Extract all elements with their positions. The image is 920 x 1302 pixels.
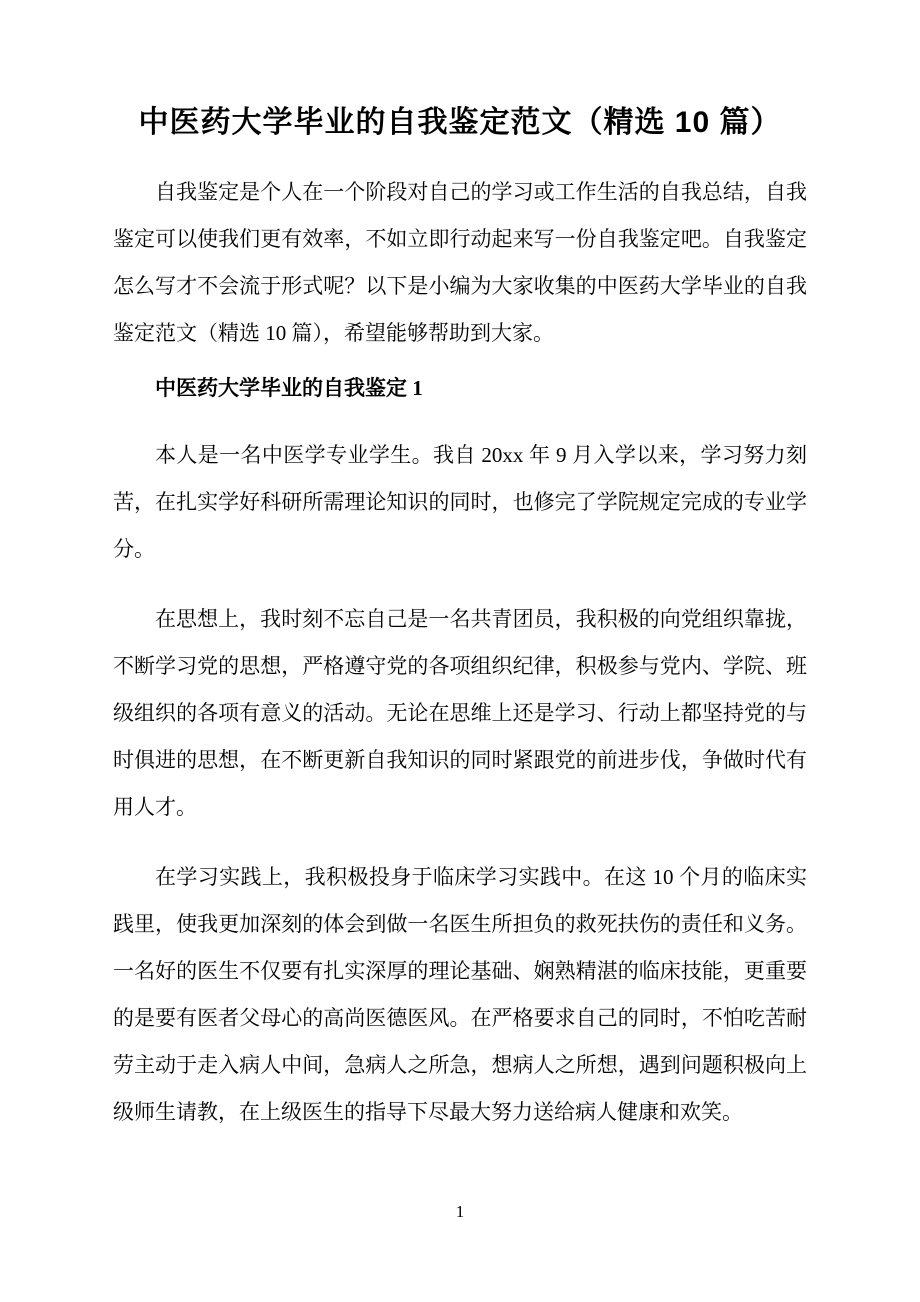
document-title: 中医药大学毕业的自我鉴定范文（精选 10 篇） xyxy=(138,106,782,139)
section-1-paragraph-3: 在学习实践上，我积极投身于临床学习实践中。在这 10 个月的临床实践里，使我更加深刻的体会到做一名医生所担负的救死扶伤的责任和义务。一名好的医生不仅要有扎实深厚的理论基础、娴熟精湛的临床技能，更重要的是要有医者父母心的高尚医德医风。在严格要求自己的同时，不怕吃苦耐劳主动于走入病人中间，急病人之所急，想病人之所想，遇到问题积极向上级师生请教，在上级医生的指导下尽最大努力送给病人健康和欢笑。 xyxy=(113,865,807,1124)
section-1-paragraph-2: 在思想上，我时刻不忘自己是一名共青团员，我积极的向党组织靠拢，不断学习党的思想，严格遵守党的各项组织纪律，积极参与党内、学院、班级组织的各项有意义的活动。无论在思维上还是学习、行动上都坚持党的与时俱进的思想，在不断更新自我知识的同时紧跟党的前进步伐，争做时代有用人才。 xyxy=(113,607,807,819)
section-1-paragraph-1: 本人是一名中医学专业学生。我自 20xx 年 9 月入学以来，学习努力刻苦，在扎实学好科研所需理论知识的同时，也修完了学院规定完成的专业学分。 xyxy=(113,443,807,561)
page-number: 1 xyxy=(455,1202,465,1221)
intro-paragraph: 自我鉴定是个人在一个阶段对自己的学习或工作生活的自我总结，自我鉴定可以使我们更有效率，不如立即行动起来写一份自我鉴定吧。自我鉴定怎么写才不会流于形式呢？以下是小编为大家收集的中医药大学毕业的自我鉴定范文（精选 10 篇），希望能够帮助到大家。 xyxy=(113,180,807,345)
section-heading-1: 中医药大学毕业的自我鉴定 1 xyxy=(155,376,423,400)
